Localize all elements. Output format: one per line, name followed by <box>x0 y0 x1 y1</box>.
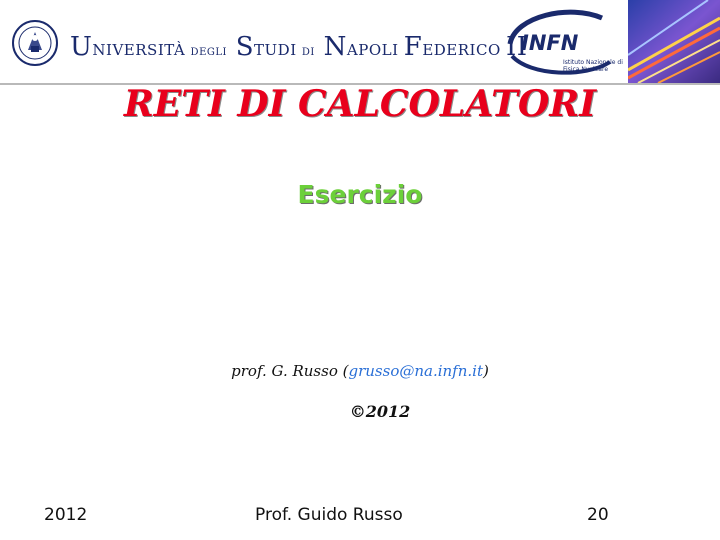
author-line <box>0 362 720 380</box>
slide-subtitle: Esercizio <box>297 180 423 209</box>
footer-author: Prof. Guido Russo <box>255 505 403 525</box>
infn-logo-text: INFN <box>521 31 579 55</box>
author-email-link[interactable]: grusso@na.infn.it <box>348 362 483 380</box>
university-name-logotype: UNIVERSITÀ DEGLI STUDI DI NAPOLI FEDERICO II <box>70 32 528 62</box>
author-prefix: prof. G. Russo ( <box>231 362 349 380</box>
footer-year: 2012 <box>44 505 88 525</box>
author-suffix: ) <box>482 362 489 380</box>
copyright-notice: ©2012 <box>349 402 411 421</box>
network-cable-image <box>628 0 720 83</box>
university-seal-logo <box>12 20 58 66</box>
slide-title: RETI DI CALCOLATORI <box>123 83 597 125</box>
footer-page-number: 20 <box>587 505 609 525</box>
infn-logo-subtext: Istituto Nazionale di Fisica Nucleare <box>563 59 623 73</box>
